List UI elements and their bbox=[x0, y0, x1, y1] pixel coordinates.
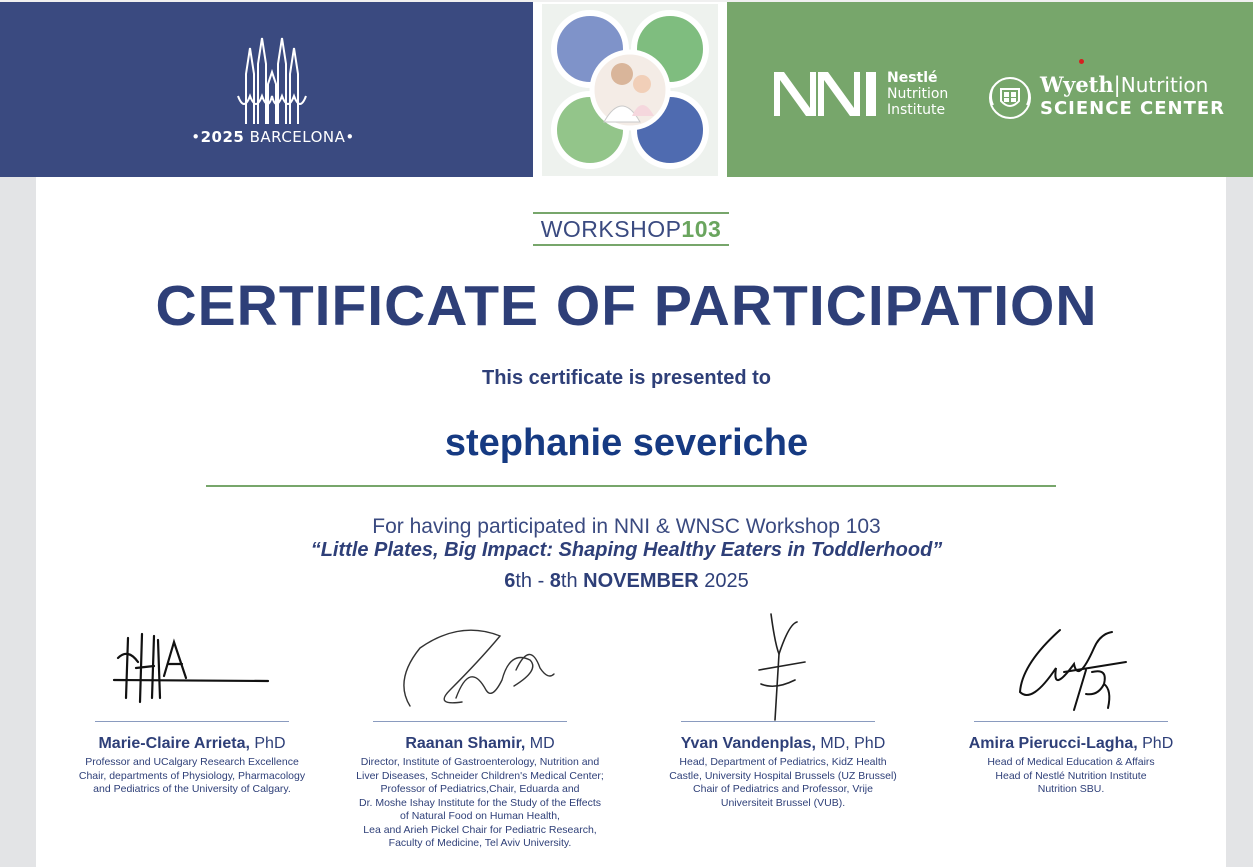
signer-description: Head of Medical Education & Affairs Head of Nestlé Nutrition Institute Nutrition SBU. bbox=[987, 756, 1155, 795]
signer-block bbox=[926, 735, 1216, 797]
workshop-word: WORKSHOP bbox=[540, 216, 682, 242]
right-dot: • bbox=[345, 128, 355, 146]
wyeth-separator: | bbox=[1113, 73, 1121, 97]
signature-arrieta bbox=[108, 628, 272, 706]
signer-description: Director, Institute of Gastroenterology, Nutrition and Liver Diseases, Schneider Children's Medical Center; Professor of Pediatrics,Chair, Eduarda and Dr. Moshe Ishay Institute for the Study of the Effects of Natural Food on Human Health, Lea and Arieh Pickel Chair for Pediatric Research, Faculty of Medicine, Tel Aviv University. bbox=[356, 756, 604, 849]
signature-shamir bbox=[390, 620, 562, 716]
signer-name bbox=[330, 735, 630, 753]
signature-line-4 bbox=[974, 721, 1168, 722]
participation-text: For having participated in NNI & WNSC Workshop 103 bbox=[372, 515, 881, 538]
event-badge bbox=[178, 128, 368, 146]
event-year: 2025 bbox=[200, 128, 245, 146]
signer-block bbox=[52, 735, 332, 797]
workshop-dates bbox=[0, 570, 1253, 593]
signer-name bbox=[52, 735, 332, 753]
signer-block bbox=[330, 735, 630, 851]
date-start-suffix: th - bbox=[515, 570, 550, 592]
certificate-title: CERTIFICATE OF PARTICIPATION bbox=[155, 274, 1098, 338]
sagrada-familia-icon bbox=[232, 34, 312, 126]
signer-description: Head, Department of Pediatrics, KidZ Health Castle, University Hospital Brussels (UZ Brussel) Chair of Pediatrics and Professor, Vrije Universiteit Brussel (VUB). bbox=[669, 756, 897, 809]
workshop-label bbox=[533, 212, 729, 246]
wyeth-wordmark bbox=[1040, 72, 1225, 120]
date-month: NOVEMBER bbox=[583, 570, 699, 592]
date-end-suffix: th bbox=[560, 570, 584, 592]
signature-line-1 bbox=[95, 721, 289, 722]
wyeth-name: Wyeth bbox=[1040, 72, 1114, 97]
signer-name bbox=[926, 735, 1216, 753]
signer-name-text: Marie-Claire Arrieta, bbox=[98, 735, 250, 752]
date-end-num: 8 bbox=[549, 570, 561, 592]
event-city: BARCELONA bbox=[249, 128, 346, 146]
top-edge bbox=[0, 0, 1253, 2]
signer-degree: PhD bbox=[249, 735, 286, 752]
recipient-name: stephanie severiche bbox=[444, 422, 809, 464]
photo-collage bbox=[542, 4, 718, 176]
signer-description: Professor and UCalgary Research Excellence Chair, departments of Physiology, Pharmacology and Pediatrics of the University of Calgary. bbox=[78, 756, 306, 795]
signature-line-2 bbox=[373, 721, 567, 722]
date-year: 2025 bbox=[698, 570, 749, 592]
left-dot: • bbox=[191, 128, 201, 146]
signer-name bbox=[633, 735, 933, 753]
nni-line-nutrition: Nutrition bbox=[887, 86, 949, 102]
signer-name-text: Yvan Vandenplas, bbox=[680, 735, 816, 752]
signer-degree: MD bbox=[525, 735, 555, 752]
wyeth-science-center: SCIENCE CENTER bbox=[1040, 98, 1226, 119]
wyeth-seal-icon bbox=[985, 75, 1035, 121]
nni-line-institute: Institute bbox=[887, 102, 946, 118]
wyeth-nutrition: Nutrition bbox=[1120, 73, 1209, 97]
workshop-number: 103 bbox=[681, 216, 722, 242]
presented-to-text: This certificate is presented to bbox=[482, 367, 771, 389]
date-start-num: 6 bbox=[504, 570, 516, 592]
signer-name-text: Amira Pierucci-Lagha, bbox=[968, 735, 1138, 752]
nni-wordmark bbox=[887, 70, 948, 118]
workshop-subtitle: “Little Plates, Big Impact: Shaping Healthy Eaters in Toddlerhood” bbox=[310, 539, 943, 561]
nni-line-nestle: Nestlé bbox=[887, 70, 938, 86]
signature-line-3 bbox=[681, 721, 875, 722]
nni-logo bbox=[772, 68, 882, 120]
recipient-underline bbox=[206, 485, 1056, 487]
signer-name-text: Raanan Shamir, bbox=[405, 735, 526, 752]
signer-degree: MD, PhD bbox=[815, 735, 886, 752]
signer-block bbox=[633, 735, 933, 810]
wyeth-dot-icon bbox=[1079, 59, 1084, 64]
signature-vandenplas bbox=[735, 604, 823, 722]
signature-pierucci-lagha bbox=[1012, 624, 1130, 716]
signer-degree: PhD bbox=[1137, 735, 1174, 752]
